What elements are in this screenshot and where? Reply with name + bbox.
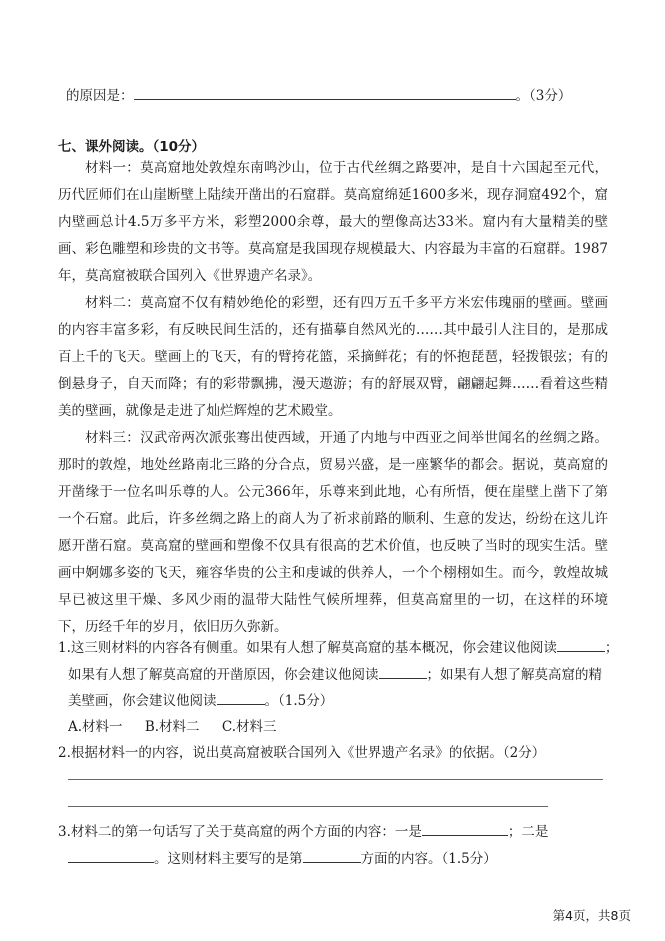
q2-line	[58, 741, 545, 761]
section-title: 七、课外阅读。（10分）	[58, 139, 206, 155]
material-one: 材料一：莫高窟地处敦煌东南鸣沙山，位于古代丝绸之路要冲，是自十六国起至元代，历代匠师们在山崖断壁上陆续开凿出的石窟群。莫高窟绵延1600多米，现存洞窟492个，窟内壁画总计4.5万多平方米，彩塑2000余尊，最大的塑像高达33米。窟内有大量精美的壁画、彩色雕塑和珍贵的文书等。莫高窟是我国现存规模最大、内容最为丰富的石窟群。1987年，莫高窟被联合国列入《世界遗产名录》。	[58, 160, 608, 284]
answer-blank-q1-c[interactable]	[217, 691, 265, 705]
option-c[interactable]: C.材料三	[221, 719, 277, 735]
q1-options	[68, 715, 277, 735]
q3-text-d: 方面的内容。（1.5分）	[360, 851, 497, 867]
answer-blank-q1-a[interactable]	[557, 638, 605, 652]
q1-text-f: 。（1.5分）	[264, 693, 334, 709]
q3-line1	[58, 820, 548, 840]
answer-blank-q1-b[interactable]	[379, 665, 427, 679]
q1-line3	[68, 689, 333, 709]
q3-text-a: 材料二的第一句话写了关于莫高窟的两个方面的内容：一是	[70, 824, 422, 840]
option-b[interactable]: B.材料二	[144, 719, 200, 735]
prev-question-prefix: 的原因是：	[66, 88, 134, 104]
q1-text-e: 美壁画，你会建议他阅读	[68, 693, 217, 709]
q1-line1	[58, 636, 618, 656]
prev-question-suffix: 。（3分）	[515, 88, 572, 104]
q1-text-b: ；	[604, 640, 619, 656]
q1-line2	[68, 663, 602, 683]
reading-materials	[58, 155, 608, 641]
q2-text: 根据材料一的内容，说出莫高窟被联合国列入《世界遗产名录》的依据。（2分）	[70, 745, 546, 761]
answer-line-q2-1[interactable]	[68, 779, 603, 780]
option-a[interactable]: A.材料一	[68, 719, 123, 735]
q3-number: 3.	[58, 824, 71, 840]
material-two: 材料二：莫高窟不仅有精妙绝伦的彩塑，还有四万五千多平方米宏伟瑰丽的壁画。壁画的内容丰富多彩，有反映民间生活的，还有描摹自然风光的……其中最引人注目的，是那成百上千的飞天。壁画上的飞天，有的臂挎花篮，采摘鲜花；有的怀抱琵琶，轻拨银弦；有的倒悬身子，自天而降；有的彩带飘拂，漫天遨游；有的舒展双臂，翩翩起舞……看着这些精美的壁画，就像是走进了灿烂辉煌的艺术殿堂。	[58, 295, 608, 419]
answer-blank-q3-a[interactable]	[422, 822, 508, 836]
material-three: 材料三：汉武帝两次派张骞出使西域，开通了内地与中西亚之间举世闻名的丝绸之路。那时的敦煌，地处丝路南北三路的分合点，贸易兴盛，是一座繁华的都会。据说，莫高窟的开凿缘于一位名叫乐尊的人。公元366年，乐尊来到此地，心有所悟，便在崖壁上凿下了第一个石窟。此后，许多丝绸之路上的商人为了祈求前路的顺利、生意的发达，纷纷在这儿许愿开凿石窟。莫高窟的壁画和塑像不仅具有很高的艺术价值，也反映了当时的现实生活。壁画中婀娜多姿的飞天，雍容华贵的公主和虔诚的供养人，一个个栩栩如生。而今，敦煌故城早已被这里干燥、多风少雨的温带大陆性气候所埋葬，但莫高窟里的一切，在这样的环境下，历经千年的岁月，依旧历久弥新。	[58, 430, 608, 635]
answer-blank-q3-b[interactable]	[68, 849, 154, 863]
q3-text-b: ；二是	[507, 824, 549, 840]
q1-text-c: 如果有人想了解莫高窟的开凿原因，你会建议他阅读	[68, 667, 379, 683]
q1-text-a: 这三则材料的内容各有侧重。如果有人想了解莫高窟的基本概况，你会建议他阅读	[70, 640, 557, 656]
answer-line-q2-2[interactable]	[68, 806, 548, 807]
prev-question-line	[66, 84, 571, 104]
q2-number: 2.	[58, 745, 71, 761]
answer-blank-q3-c[interactable]	[303, 849, 361, 863]
q1-text-d: ；如果有人想了解莫高窟的精	[426, 667, 602, 683]
q3-text-c: 。这则材料主要写的是第	[154, 851, 303, 867]
page-number: 第4页，共8页	[552, 908, 631, 923]
q1-number: 1.	[58, 640, 71, 656]
answer-blank-reason[interactable]	[134, 86, 516, 100]
q3-line2	[68, 847, 497, 867]
